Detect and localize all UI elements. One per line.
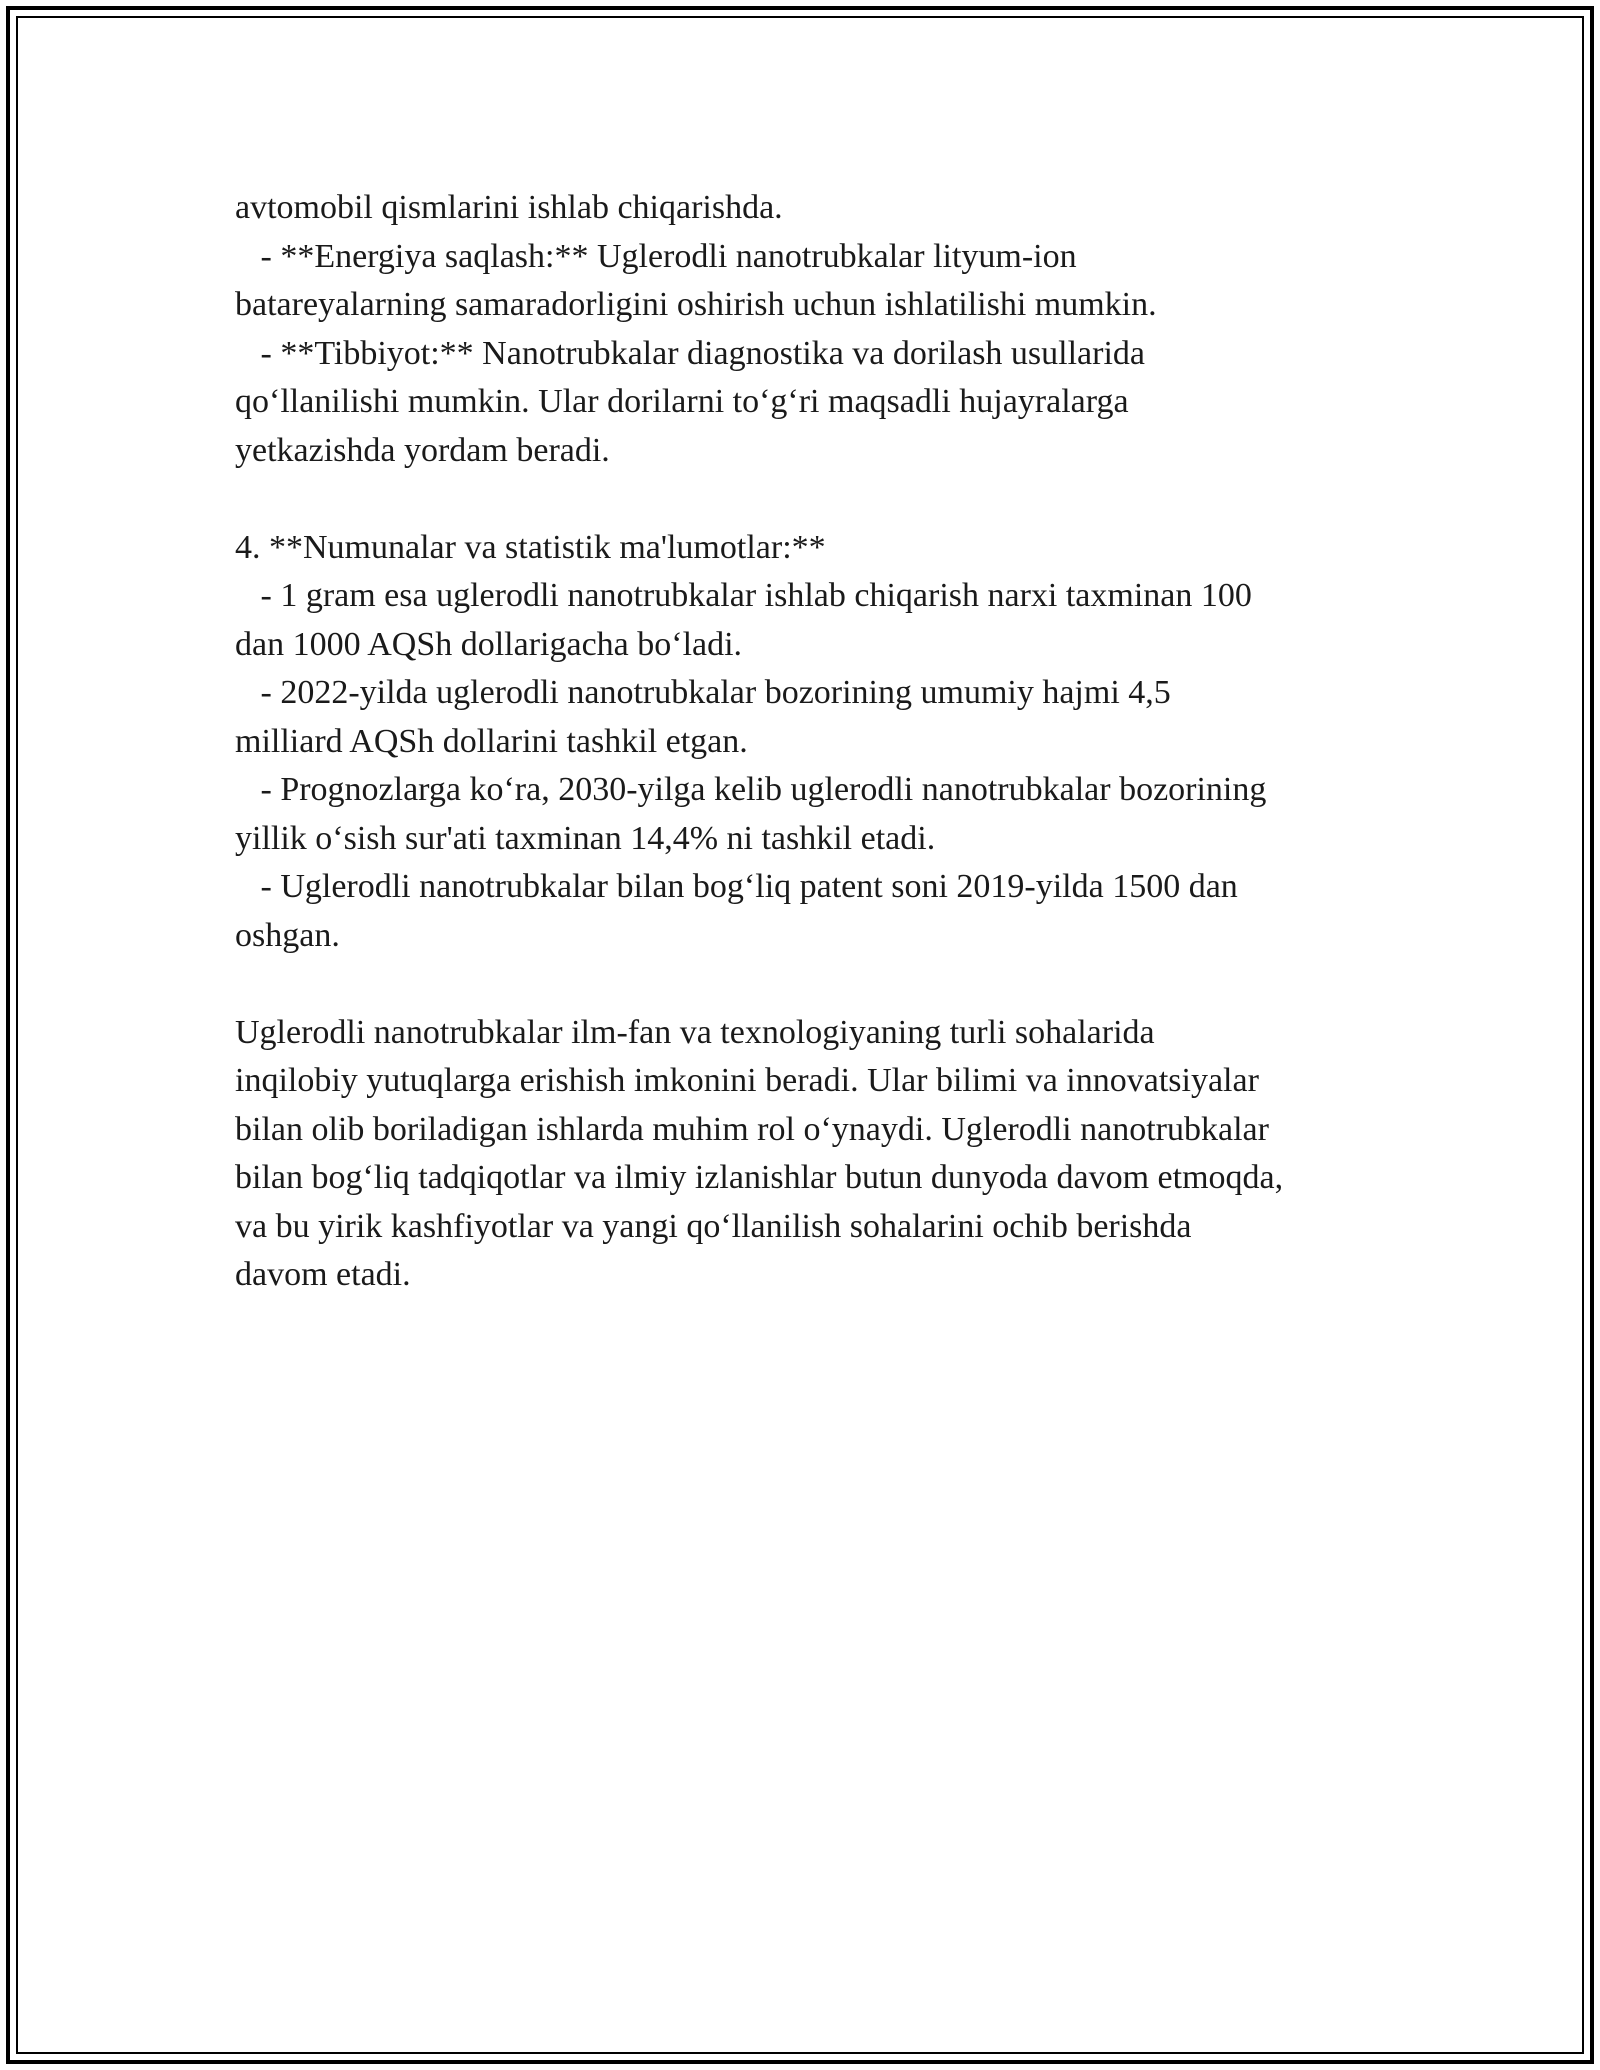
- text-line: Uglerodli nanotrubkalar ilm-fan va texnologiyaning turli sohalarida: [235, 1013, 1155, 1051]
- text-line: qo‘llanilishi mumkin. Ular dorilarni to‘g‘ri maqsadli hujayralarga: [235, 383, 1129, 420]
- text-line: yetkazishda yordam beradi.: [235, 431, 610, 469]
- text-line: inqilobiy yutuqlarga erishish imkonini beradi. Ular bilimi va innovatsiyalar: [235, 1062, 1259, 1099]
- text-line: oshgan.: [235, 916, 340, 954]
- paragraph-statistics: [235, 524, 1415, 961]
- text-line: - Uglerodli nanotrubkalar bilan bog‘liq patent soni 2019-yilda 1500 dan: [235, 868, 1238, 905]
- text-line: 4. **Numunalar va statistik ma'lumotlar:**: [235, 528, 826, 566]
- text-line: - Prognozlarga ko‘ra, 2030-yilga kelib uglerodli nanotrubkalar bozorining: [235, 771, 1267, 808]
- paragraph-gap: [235, 960, 1415, 1009]
- text-line: - **Tibbiyot:** Nanotrubkalar diagnostika va dorilash usullarida: [235, 334, 1145, 372]
- text-line: bilan olib boriladigan ishlarda muhim rol o‘ynaydi. Uglerodli nanotrubkalar: [235, 1110, 1269, 1148]
- paragraph-conclusion: [235, 1009, 1415, 1300]
- text-line: yillik o‘sish sur'ati taxminan 14,4% ni tashkil etadi.: [235, 819, 936, 857]
- text-line: - **Energiya saqlash:** Uglerodli nanotrubkalar lityum-ion: [235, 237, 1077, 275]
- text-line: milliard AQSh dollarini tashkil etgan.: [235, 722, 748, 760]
- paragraph-gap: [235, 475, 1415, 524]
- document-body: [235, 184, 1415, 1300]
- text-line: batareyalarning samaradorligini oshirish uchun ishlatilishi mumkin.: [235, 286, 1157, 323]
- text-line: bilan bog‘liq tadqiqotlar va ilmiy izlanishlar butun dunyoda davom etmoqda,: [235, 1159, 1284, 1196]
- text-line: avtomobil qismlarini ishlab chiqarishda.: [235, 189, 783, 226]
- text-line: va bu yirik kashfiyotlar va yangi qo‘llanilish sohalarini ochib berishda: [235, 1207, 1192, 1245]
- text-line: - 2022-yilda uglerodli nanotrubkalar bozorining umumiy hajmi 4,5: [235, 674, 1171, 711]
- paragraph-applications: [235, 184, 1415, 475]
- text-line: - 1 gram esa uglerodli nanotrubkalar ishlab chiqarish narxi taxminan 100: [235, 577, 1252, 614]
- text-line: davom etadi.: [235, 1256, 411, 1293]
- text-line: dan 1000 AQSh dollarigacha bo‘ladi.: [235, 625, 743, 663]
